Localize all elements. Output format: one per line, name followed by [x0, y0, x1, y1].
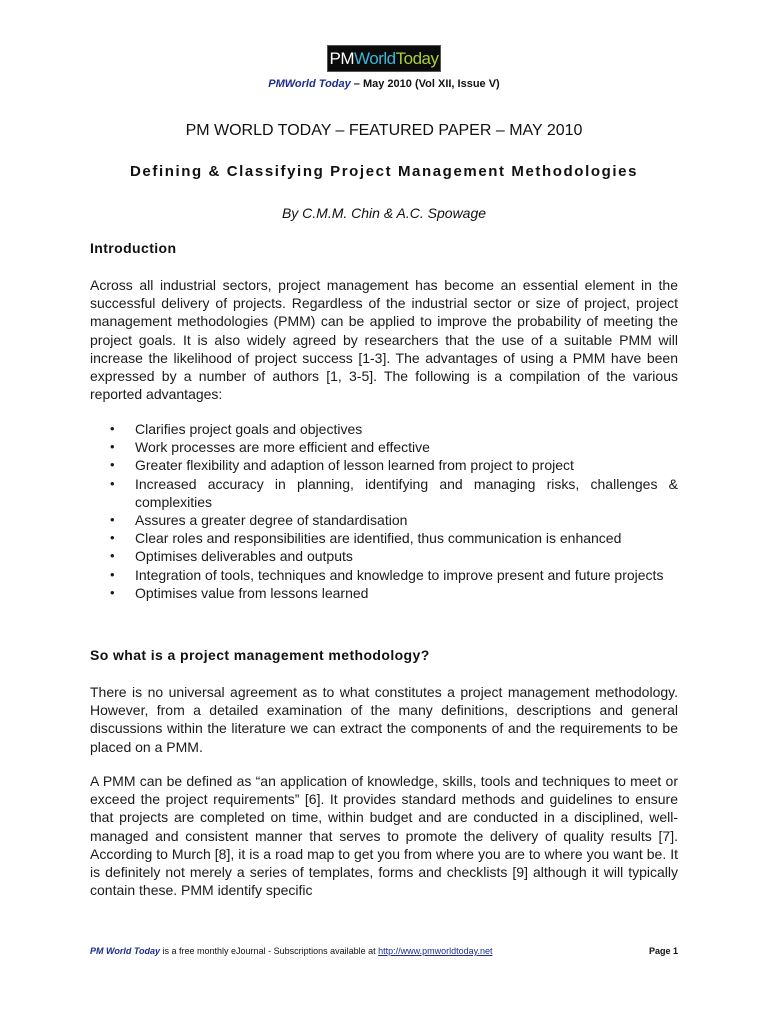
paper-authors: By C.M.M. Chin & A.C. Spowage [281, 205, 487, 221]
advantages-list [90, 420, 678, 602]
list-item: • Increased accuracy in planning, identifying and managing risks, challenges & complexities [90, 475, 678, 511]
paper-title: Defining & Classifying Project Management Methodologies [129, 163, 639, 180]
pmworldtoday-logo [327, 45, 441, 72]
what-is-pmm-paragraph-2: A PMM can be defined as “an application of knowledge, skills, tools and techniques to meet or exceed the project requirements” [6]. It provides standard methods and guidelines to ensure that projects are completed on time, within budget and are conducted in a disciplined, well-managed and consistent manner that serves to promote the delivery of quality results [7]. According to Murch [8], it is a road map to get you from where you are to where you want be. It is definitely not merely a series of templates, forms and checklists [9] although it will typically contain these. PMM identify specific [90, 773, 678, 899]
introduction-paragraph: Across all industrial sectors, project management has become an essential element in the successful delivery of projects. Regardless of the industrial sector or size of project, project management methodologies (PMM) can be applied to improve the probability of meeting the project goals. It is also widely agreed by researchers that the use of a suitable PMM will increase the likelihood of project success [1-3]. The advantages of using a PMM have been expressed by a number of authors [1, 3-5]. The following is a compilation of the various reported advantages: [90, 277, 678, 403]
footer-brand: PM World Today [90, 946, 161, 956]
list-item: • Greater flexibility and adaption of lesson learned from project to project [90, 456, 678, 474]
logo-pm: PM [329, 48, 355, 68]
list-item: • Optimises deliverables and outputs [90, 547, 678, 565]
page-footer [90, 946, 678, 956]
issue-brand: PMWorld Today [268, 78, 351, 90]
what-is-pmm-heading: So what is a project management methodology? [90, 647, 430, 663]
list-item: • Assures a greater degree of standardisation [90, 511, 678, 529]
list-item: • Clarifies project goals and objectives [90, 420, 678, 438]
list-item: • Integration of tools, techniques and knowledge to improve present and future projects [90, 566, 678, 584]
subscription-link[interactable]: http://www.pmworldtoday.net [378, 946, 493, 956]
list-item: • Optimises value from lessons learned [90, 584, 678, 602]
featured-paper-line: PM WORLD TODAY – FEATURED PAPER – MAY 2010 [185, 122, 583, 139]
list-item: • Work processes are more efficient and effective [90, 438, 678, 456]
page-number: Page 1 [648, 946, 678, 956]
footer-text: is a free monthly eJournal - Subscriptions available at [160, 946, 379, 956]
logo-today: Today [395, 48, 439, 68]
logo-world: World [354, 48, 396, 68]
list-item: • Clear roles and responsibilities are identified, thus communication is enhanced [90, 529, 678, 547]
what-is-pmm-paragraph-1: There is no universal agreement as to what constitutes a project management methodology. However, from a detailed examination of the many definitions, descriptions and general discussions within the literature we can extract the components of and the requirements to be placed on a PMM. [90, 684, 678, 755]
issue-details: – May 2010 (Vol XII, Issue V) [350, 78, 500, 90]
issue-line [0, 78, 768, 90]
introduction-heading: Introduction [90, 240, 177, 256]
